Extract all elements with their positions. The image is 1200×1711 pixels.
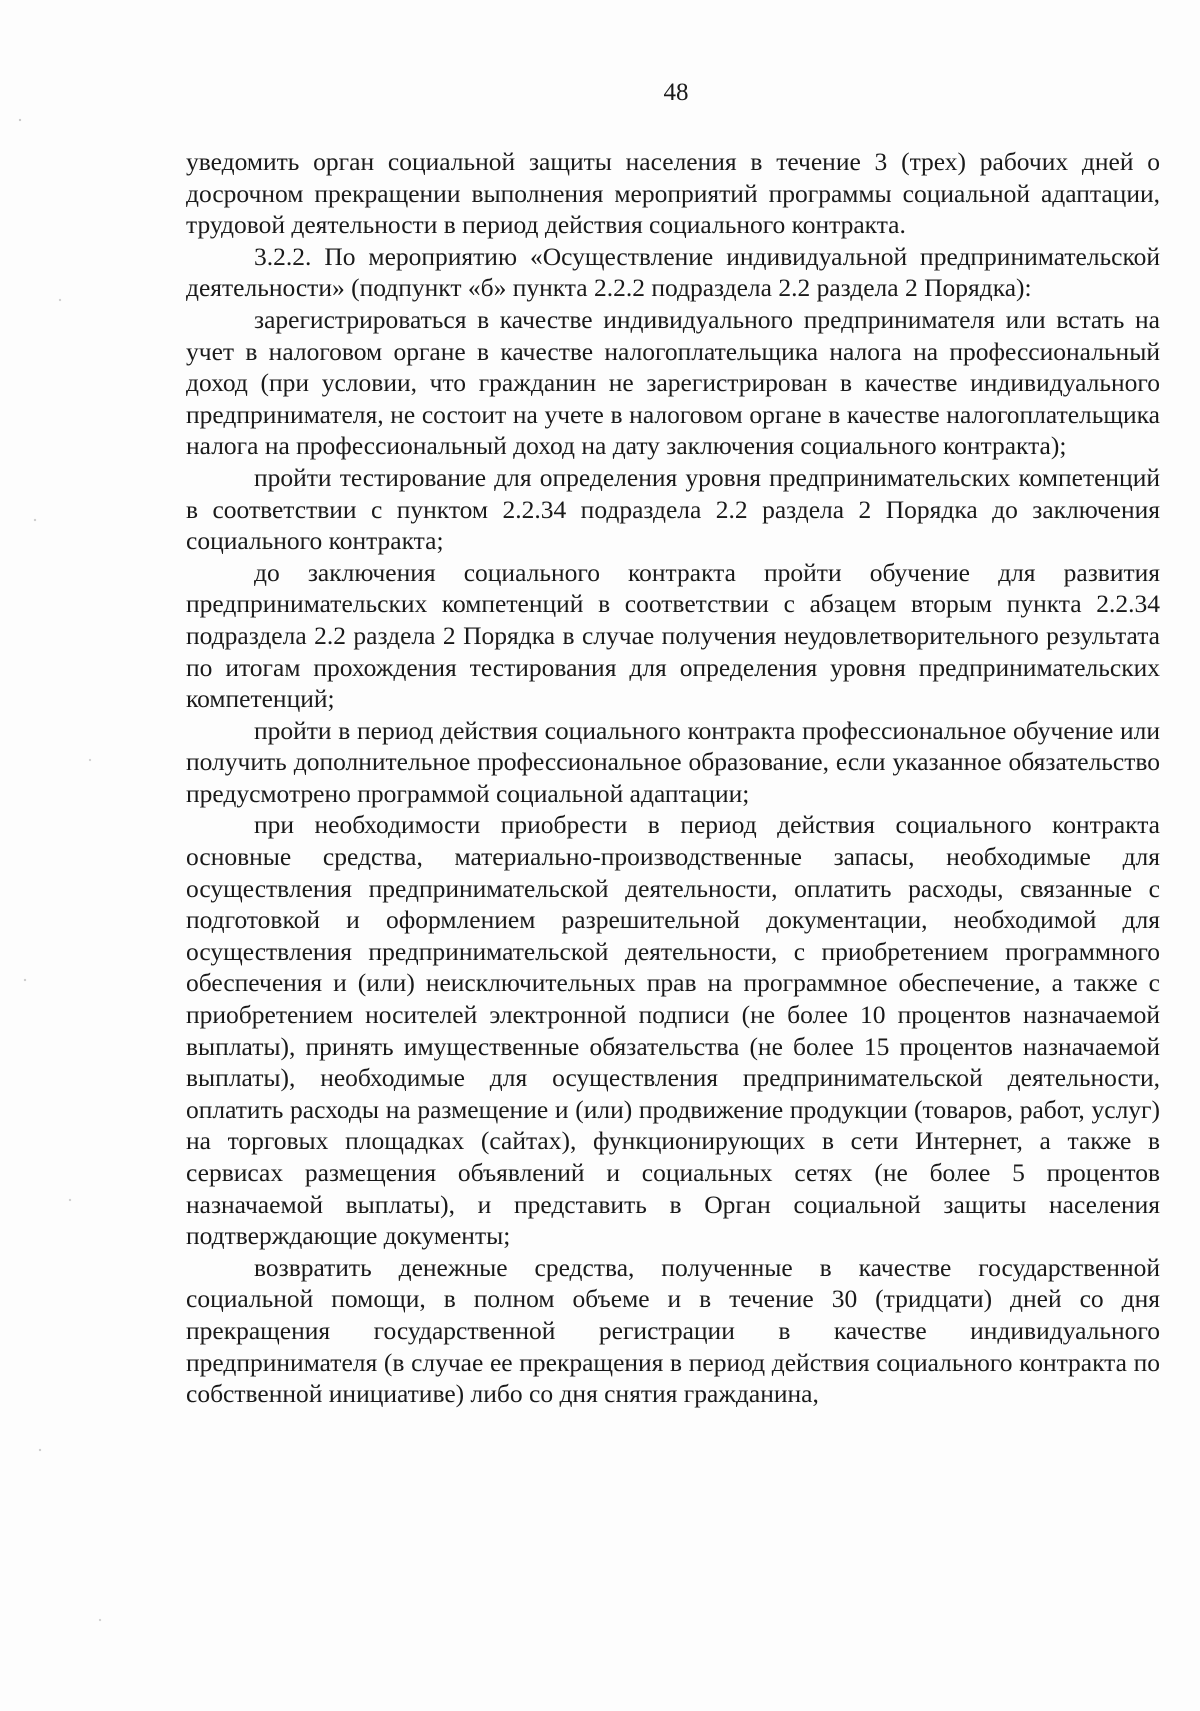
paragraph-section-3-2-2: 3.2.2. По мероприятию «Осуществление индивидуальной предпринимательской деятельности» (подпункт «б» пункта 2.2.2 подраздела 2.2 раздела 2 Порядка): xyxy=(186,241,1160,303)
scan-speckle-margin xyxy=(0,0,130,1711)
document-body xyxy=(186,146,1160,1410)
paragraph-notify-continuation: уведомить орган социальной защиты населения в течение 3 (трех) рабочих дней о досрочном прекращении выполнения мероприятий программы социальной адаптации, трудовой деятельности в период действия социального контракта. xyxy=(186,147,1160,240)
paragraph-return-funds: возвратить денежные средства, полученные в качестве государственной социальной помощи, в полном объеме и в течение 30 (тридцати) дней со дня прекращения государственной регистрации в качестве индивидуального предпринимателя (в случае ее прекращения в период действия социального контракта по собственной инициативе) либо со дня снятия гражданина, xyxy=(186,1252,1160,1409)
paragraph-professional-education: пройти в период действия социального контракта профессиональное обучение или получить дополнительное профессиональное образование, если указанное обязательство предусмотрено программой социальной адаптации; xyxy=(186,715,1160,808)
paragraph-competency-testing: пройти тестирование для определения уровня предпринимательских компетенций в соответствии с пунктом 2.2.34 подраздела 2.2 раздела 2 Порядка до заключения социального контракта; xyxy=(186,462,1160,556)
paragraph-purchase-assets: при необходимости приобрести в период действия социального контракта основные средства, материально-производственные запасы, необходимые для осуществления предпринимательской деятельности, оплатить расходы, связанные с подготовкой и оформлением разрешительной документации, необходимой для осуществления предпринимательской деятельности, с приобретением программного обеспечения и (или) неисключительных прав на программное обеспечение, а также с приобретением носителей электронной подписи (не более 10 процентов назначаемой выплаты), принять имущественные обязательства (не более 15 процентов назначаемой выплаты), необходимые для осуществления предпринимательской деятельности, оплатить расходы на размещение и (или) продвижение продукции (товаров, работ, услуг) на торговых площадках (сайтах), функционирующих в сети Интернет, а также в сервисах размещения объявлений и социальных сетях (не более 5 процентов назначаемой выплаты), и представить в Орган социальной защиты населения подтверждающие документы; xyxy=(186,810,1160,1251)
paragraph-register-entrepreneur: зарегистрироваться в качестве индивидуального предпринимателя или встать на учет в налоговом органе в качестве налогоплательщика налога на профессиональный доход (при условии, что гражданин не зарегистрирован в качестве индивидуального предпринимателя, не состоит на учете в налоговом органе в качестве налогоплательщика налога на профессиональный доход на дату заключения социального контракта); xyxy=(186,304,1160,461)
page-number: 48 xyxy=(663,79,689,106)
paragraph-competency-training: до заключения социального контракта пройти обучение для развития предпринимательских компетенций в соответствии с абзацем вторым пункта 2.2.34 подраздела 2.2 раздела 2 Порядка в случае получения неудовлетворительного результата по итогам прохождения тестирования для определения уровня предпринимательских компетенций; xyxy=(186,557,1160,714)
